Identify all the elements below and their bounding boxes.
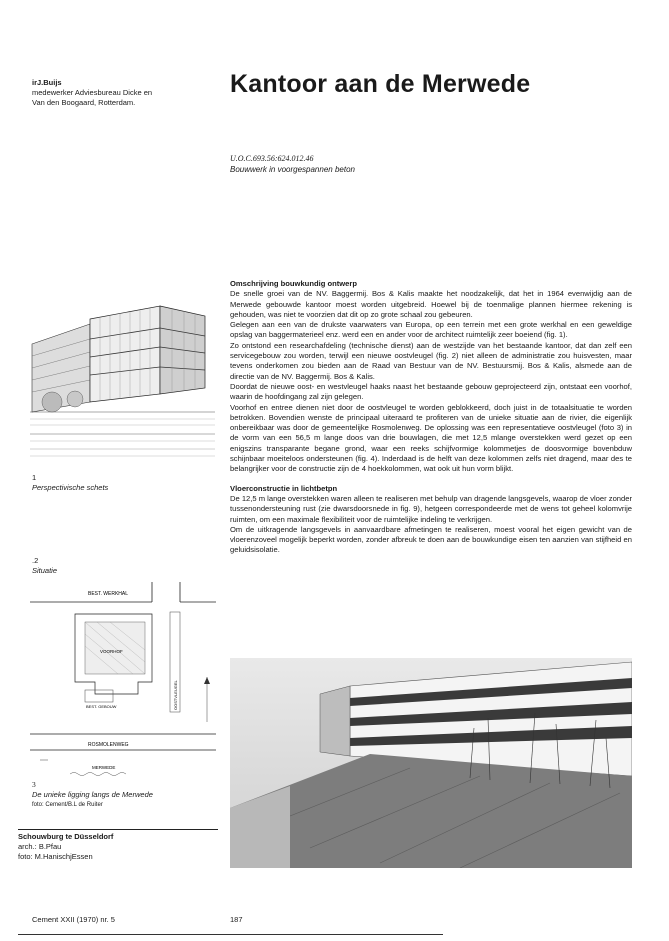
plan-label-oostvleugel: OOSTVLEUGEL [173,680,178,710]
footer-page-number: 187 [230,915,243,924]
figure-3-credit: foto: Cement/B.L de Ruiter [32,802,103,808]
figure-2-site-plan [30,582,216,782]
sidebar-architect: arch.: B.Pfau [18,842,62,851]
section-1-paragraph: De snelle groei van de NV. Baggermij. Bos & Kalis maakte het noodzakelijk, dat het in 1964 evenwijdig aan de Merwede gebouwde kantoor moest worden uitgebreid. Hoewel bij de toenmalige plannen hiermee rekening is gehouden, was niet te voorzien dat dit op zo grote schaal zou gebeuren. [230,289,632,319]
figure-2-number: .2 [32,556,39,565]
sidebar-credits [18,829,218,862]
section-1-paragraph: Voorhof en entree dienen niet door de oostvleugel te worden geblokkeerd, doch juist in de totaalsituatie te worden betrokken. Bovendien wenste de principaal uiteraard te profiteren van de unieke situatie aan de rivier, die eigenlijk onbereikbaar was door de gemeentelijke Rosmolenweg. De oplossing was een representatieve oostvleugel (foto 3) in de vorm van een 56,5 m lange doos van drie bouwlagen, die met 12,5 mlange overstekken werd gezet op een enigszins transparante begane grond, waar een reeks schijfvormige kolommetjes de doosvormige bovenbduw schijnbaar moeiteloos ondersteunen (fig. 4). Inderdaad is de helft van deze kolommen zelfs niet dragend, maar des te belangrijker voor de constructie zijn de 4 hoekkolommen, wat ook uit hun vorm blijkt. [230,402,632,474]
figure-1-number: 1 [32,473,37,482]
plan-label-rosmolenweg: ROSMOLENWEG [88,742,129,748]
figure-2-text: Situatie [32,566,58,575]
figure-3-caption [32,780,153,810]
plan-label-merwede: MERWEDE [92,765,116,770]
author-affiliation-line1: medewerker Adviesbureau Dicke en [32,88,153,97]
plan-label-best-gebouw: BEST. GEBOUW [86,704,117,709]
udc-block [230,153,355,175]
section-2-paragraph: De 12,5 m lange overstekken waren alleen te realiseren met behulp van dragende langsgevels, waarop de vloer zonder tussenondersteuning rust (zie dwarsdoorsnede in fig. 9), hetgeen correspondeerde met de wens tot geheel kolomvrije ruimten, om een maximale flexibiliteit voor de ruimtelijke indeling te verkrijgen. [230,493,632,524]
figure-1-perspective-sketch [30,284,215,469]
article-title: Kantoor aan de Merwede [230,70,531,98]
section-1-heading: Omschrijving bouwkundig ontwerp [230,279,357,288]
section-1-paragraph: Doordat de nieuwe oost- en westvleugel haaks naast het bestaande gebouw geprojecteerd zijn, ontstaat een voorhof, waarin de hoofdingang zal zijn gelegen. [230,381,632,402]
footer-journal: Cement XXII (1970) nr. 5 [32,915,115,924]
figure-2-caption [32,556,57,576]
udc-code: U.O.C.693.56:624.012.46 [230,154,314,163]
figure-1-text: Perspectivische schets [32,483,109,492]
author-name: irJ.Buijs [32,78,62,87]
article-subtitle: Bouwwerk in voorgespannen beton [230,165,355,174]
article-body [230,279,632,556]
section-2-paragraph: Om de uitkragende langsgevels in aanvaardbare afmetingen te realiseren, moest vooral het eigen gewicht van de vloerenzoveel mogelijk beperkt worden, zonder afbreuk te doen aan de bouwkundige eisen ten aanzien van stijfheid en geluidsisolatie. [230,524,632,555]
sidebar-photo-credit: foto: M.HanischjEssen [18,852,93,861]
section-1-paragraph: Gelegen aan een van de drukste vaarwaters van Europa, op een terrein met een grote werkhal en een geweldige opslag van baggermaterieel enz. werd een en ander voor de architect ruimtelijk zeer boeiend (fig. 1). [230,320,632,340]
author-block [32,78,202,108]
figure-3-text: De unieke ligging langs de Merwede [32,790,153,799]
plan-label-werkhal: BEST. WERKHAL [88,591,129,597]
footer-rule [18,934,443,935]
author-affiliation-line2: Van den Boogaard, Rotterdam. [32,98,136,107]
figure-3-number: 3 [32,780,36,789]
plan-label-voorhof: VOORHOF [100,649,123,654]
figure-3-photo [230,658,632,868]
section-1-paragraph: Zo ontstond een researchafdeling (technische dienst) aan de westzijde van het bestaande kantoor, dat dan zelf een servicegebouw zou worden, terwijl een nieuwe oostvleugel (fig. 2) niet alleen de administratie zou huisvesten, maar tevens onderkomen zou bieden aan de Raad van Bestuur van de NV. Bestuursmij. Bos & Kalis, alsmede aan de directie van de NV. Baggermij. Bos & Kalis. [230,340,632,381]
section-2-heading: Vloerconstructie in lichtbetpn [230,483,338,493]
sidebar-heading: Schouwburg te Düsseldorf [18,829,218,842]
figure-1-caption [32,473,108,493]
